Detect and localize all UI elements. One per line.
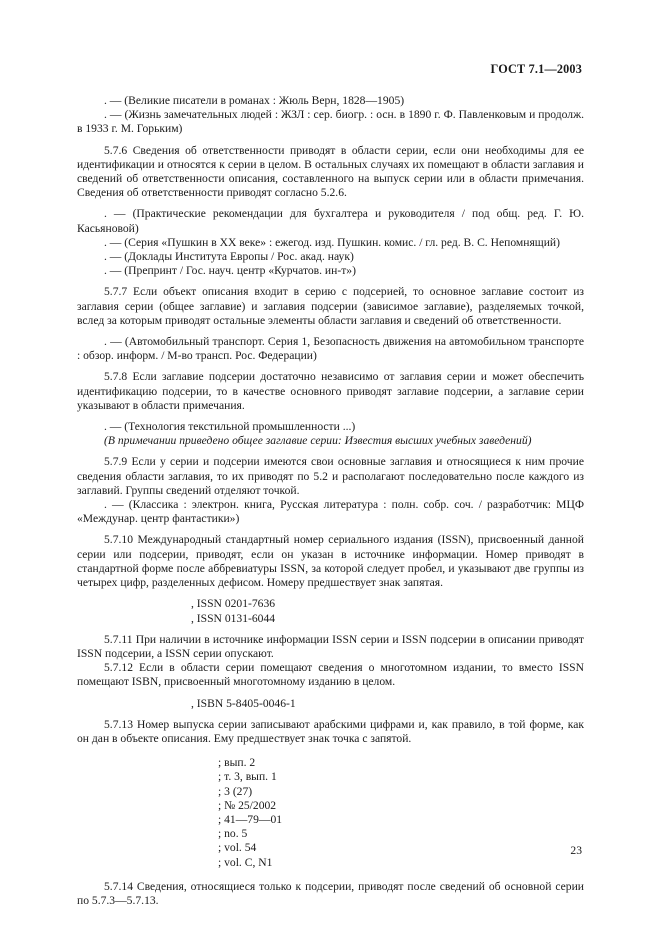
list-item: ; 3 (27) <box>218 784 253 798</box>
example-line: . — (Серия «Пушкин в XX веке» : ежегод. изд. Пушкин. комис. / гл. ред. В. С. Непомнящий) <box>104 235 560 249</box>
clause-5-7-9: 5.7.9 Если у серии и подсерии имеются свои основные заглавия и относящиеся к ним прочие сведения области заглавия, то их приводят по 5.2 и располагают последовательно после каждого из заглавий. Группы сведений отделяют точкой. <box>77 455 584 497</box>
example-line: , ISSN 0201-7636 <box>191 597 276 611</box>
clause-5-7-7: 5.7.7 Если объект описания входит в серию с подсерией, то основное заглавие состоит из заглавия серии (общее заглавие) и заглавия подсерии (зависимое заглавие), разделяемых точкой, вслед за которым приводят остальные элементы области заглавия и сведений об ответственности. <box>77 285 584 327</box>
example-line: , ISSN 0131-6044 <box>191 611 276 625</box>
example-note: (В примечании приведено общее заглавие серии: Известия высших учебных заведений) <box>104 434 532 448</box>
example-line: , ISBN 5-8405-0046-1 <box>191 696 296 710</box>
clause-5-7-11: 5.7.11 При наличии в источнике информации ISSN серии и ISSN подсерии в описании приводят ISSN подсерии, а ISSN серии опускают. <box>77 632 584 660</box>
clause-5-7-10: 5.7.10 Международный стандартный номер сериального издания (ISSN), присвоенный данной серии или подсерии, приводят, если он указан в источнике информации. Номер приводят в стандартной форме после аббревиатуры ISSN, за которой следует пробел, и указывают две группы из четырех цифр, разделенных дефисом. Номеру предшествует знак запятая. <box>77 533 584 590</box>
standard-header: ГОСТ 7.1—2003 <box>490 62 582 76</box>
list-item: ; vol. 54 <box>218 841 257 855</box>
example-line: . — (Технология текстильной промышленности ...) <box>104 420 356 434</box>
example-line: . — (Доклады Института Европы / Рос. акад. наук) <box>104 250 354 264</box>
list-item: ; no. 5 <box>218 827 248 841</box>
example-line: . — (Практические рекомендации для бухгалтера и руководителя / под общ. ред. Г. Ю. Касьяновой) <box>77 207 584 235</box>
example-line: . — (Препринт / Гос. науч. центр «Курчатов. ин-т») <box>104 264 356 278</box>
clause-5-7-12: 5.7.12 Если в области серии помещают сведения о многотомном издании, то вместо ISSN помещают ISBN, присвоенный многотомному изданию в целом. <box>77 661 584 689</box>
list-item: ; vol. C, N1 <box>218 855 273 869</box>
example-line: . — (Классика : электрон. книга, Русская литература : полн. собр. соч. / разработчик: МЦФ «Междунар. центр фантастики») <box>77 498 584 526</box>
example-line: . — (Жизнь замечательных людей : ЖЗЛ : сер. биогр. : осн. в 1890 г. Ф. Павленковым и продолж. в 1933 г. М. Горьким) <box>77 108 584 136</box>
clause-5-7-14: 5.7.14 Сведения, относящиеся только к подсерии, приводят после сведений об основной серии по 5.7.3—5.7.13. <box>77 879 584 907</box>
list-item: ; т. 3, вып. 1 <box>218 770 277 784</box>
example-line: . — (Автомобильный транспорт. Серия 1, Безопасность движения на автомобильном транспорте : обзор. информ. / М-во трансп. Рос. Федерации) <box>77 335 584 363</box>
list-item: ; 41—79—01 <box>218 812 283 826</box>
clause-5-7-6: 5.7.6 Сведения об ответственности приводят в области серии, если они необходимы для ее идентификации и относятся к серии в целом. В остальных случаях их помещают в области заглавия и сведений об ответственности описания, составленного на выпуск серии или в области примечания. Сведения об ответственности приводят согласно 5.2.6. <box>77 143 584 200</box>
list-item: ; вып. 2 <box>218 756 256 770</box>
example-line: . — (Великие писатели в романах : Жюль Верн, 1828—1905) <box>104 94 405 107</box>
clause-5-7-13: 5.7.13 Номер выпуска серии записывают арабскими цифрами и, как правило, в той форме, как он дан в объекте описания. Ему предшествует знак точка с запятой. <box>77 717 584 745</box>
clause-5-7-8: 5.7.8 Если заглавие подсерии достаточно независимо от заглавия серии и может обеспечить идентификацию подсерии, то в качестве основного приводят заглавие подсерии, а заглавие серии указывают в области примечания. <box>77 370 584 412</box>
issue-number-examples <box>77 756 584 870</box>
page-content <box>77 94 584 908</box>
page-number: 23 <box>570 844 582 857</box>
list-item: ; № 25/2002 <box>218 798 277 812</box>
